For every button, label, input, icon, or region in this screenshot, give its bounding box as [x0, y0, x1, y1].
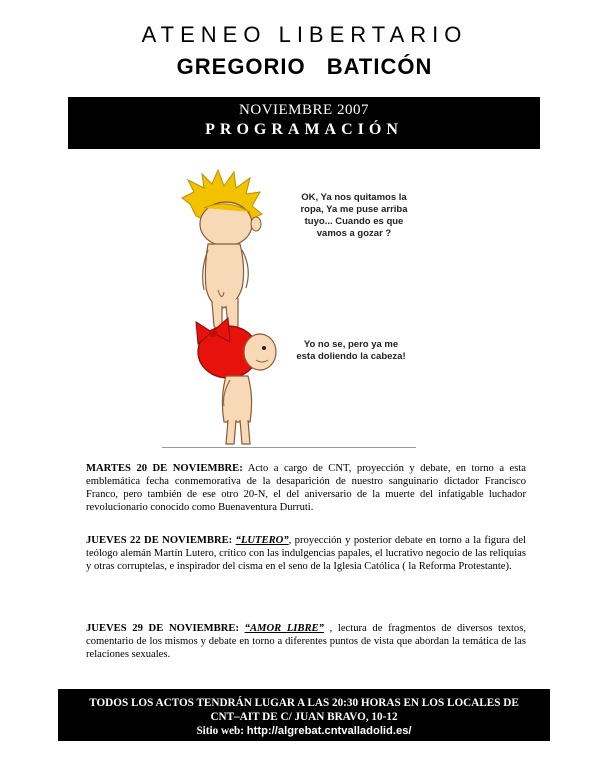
event-title: “AMOR LIBRE”	[244, 623, 324, 634]
banner-month: NOVIEMBRE 2007	[239, 102, 369, 118]
event-item	[86, 462, 526, 514]
speech-bubble-top: OK, Ya nos quitamos la ropa, Ya me puse arriba tuyo... Cuando es que vamos a gozar ?	[300, 192, 408, 239]
footer-line-1: TODOS LOS ACTOS TENDRÁN LUGAR A LAS 20:30 HORAS EN LOS LOCALES DE	[89, 697, 519, 709]
org-name: ATENEO LIBERTARIO	[141, 22, 468, 47]
event-day: MARTES 20 DE NOVIEMBRE:	[86, 463, 243, 474]
speech-bubble-bottom: Yo no se, pero ya me esta doliendo la cabeza!	[296, 339, 406, 362]
event-text: , proyección y posterior debate en torno a la figura del teólogo alemán Martín Lutero, crítico con las indulgencias papales, el lucrativo negocio de las reliquias y otras corruptelas, e inspirador del cisma en el seno de la Iglesia Católica ( la Reforma Protestante).	[86, 535, 526, 572]
event-item	[86, 622, 526, 661]
banner-title: PROGRAMACIÓN	[205, 121, 403, 138]
divider	[162, 447, 416, 448]
title-banner	[68, 97, 540, 149]
website-link[interactable]: http://algrebat.cntvalladolid.es/	[246, 725, 412, 737]
footer-website	[58, 724, 550, 738]
top-child	[182, 170, 262, 329]
org-subtitle: GREGORIO BATICÓN	[176, 54, 433, 79]
event-item	[86, 534, 526, 573]
footer-line-2: CNT–AIT DE C/ JUAN BRAVO, 10-12	[210, 711, 398, 723]
event-title: “LUTERO”	[235, 535, 289, 546]
website-label: Sitio web:	[196, 725, 244, 737]
event-text: Acto a cargo de CNT, proyección y debate, en torno a esta emblemática fecha conmemorativa de la desaparición de nuestro sanguinario dictador Francisco Franco, pero también de ese otro 20-N, el del aniversario de la muerte del infatigable luchador revolucionario conocido como Buenaventura Durruti.	[86, 463, 526, 513]
event-text: , lectura de fragmentos de diversos textos, comentario de los mismos y debate en torno a diferentes puntos de vista que abordan la temática de las relaciones sexuales.	[86, 623, 526, 660]
footer-banner	[58, 689, 550, 741]
bottom-child	[196, 318, 276, 444]
event-day: JUEVES 29 DE NOVIEMBRE:	[86, 623, 239, 634]
event-day: JUEVES 22 DE NOVIEMBRE:	[86, 535, 233, 546]
